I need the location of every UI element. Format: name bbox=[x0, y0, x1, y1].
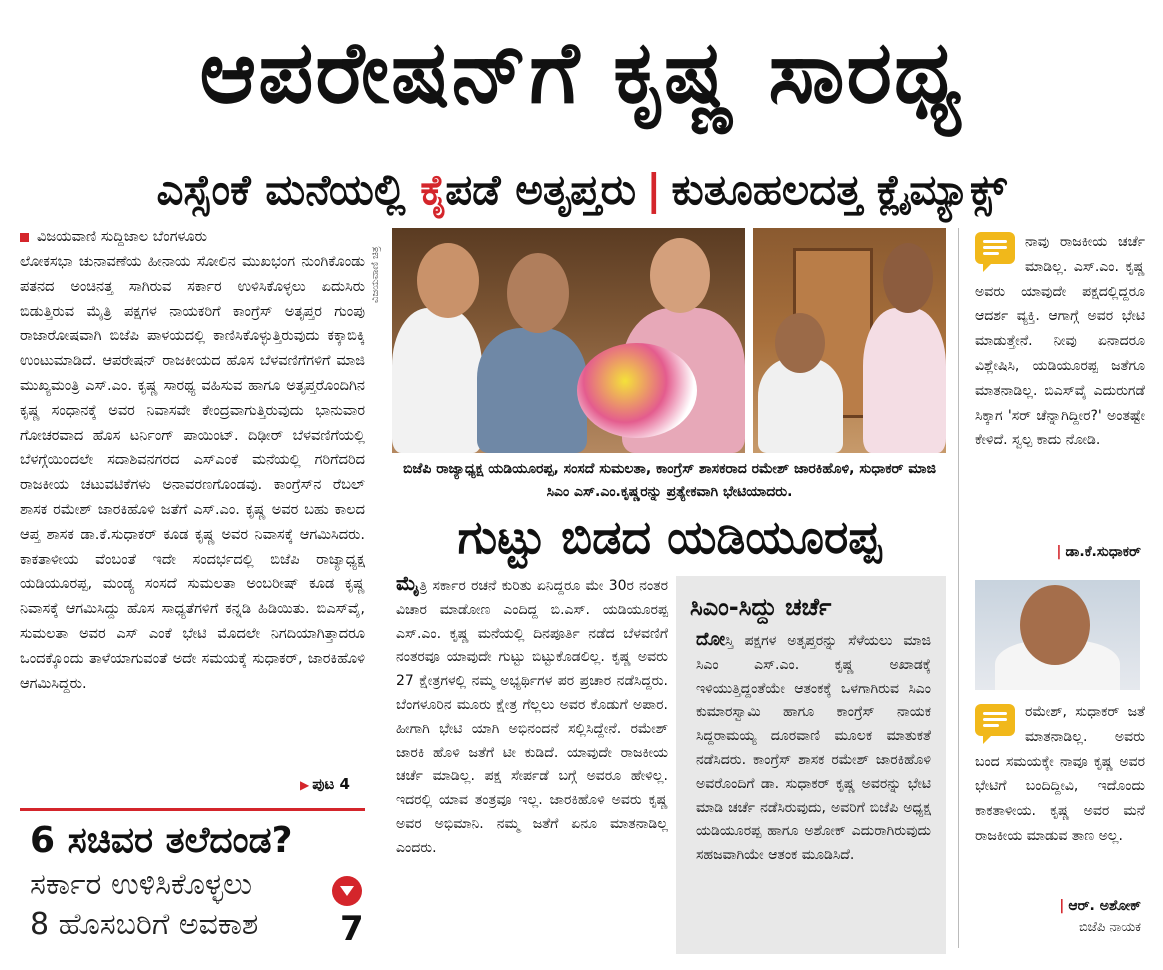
main-headline: ಆಪರೇಷನ್‌ಗೆ ಕೃಷ್ಣ ಸಾರಥ್ಯ bbox=[199, 23, 964, 123]
main-story-text: ಲೋಕಸಭಾ ಚುನಾವಣೆಯ ಹೀನಾಯ ಸೋಲಿನ ಮುಖಭಂಗ ನುಂಗಿಕೊಂಡು ಪತನದ ಅಂಚಿನತ್ತ ಸಾಗಿರುವ ಸರ್ಕಾರ ಉಳಿಸಿಕೊಳ್ಳಲು ಏದುಸಿರು ಬಿಡುತ್ತಿರುವ ಮೈತ್ರಿ ಪಕ್ಷಗಳ ನಾಯಕರಿಗೆ ಕಾಂಗ್ರೆಸ್ ಅತೃಪ್ತರ ಗುಂಪು ರಾಜಾರೋಷವಾಗಿ ಬಿಜೆಪಿ ಪಾಳಯದಲ್ಲಿ ಕಾಣಿಸಿಕೊಳ್ಳುತ್ತಿರುವುದು ಕಕ್ಕಾಬಿಕ್ಕಿ ಉಂಟುಮಾಡಿದೆ. ಆಪರೇಷನ್ ರಾಜಕೀಯದ ಹೊಸ ಬೆಳವಣಿಗೆಗಳಿಗೆ ಮಾಜಿ ಮುಖ್ಯಮಂತ್ರಿ ಎಸ್.ಎಂ. ಕೃಷ್ಣ ಸಾರಥ್ಯ ವಹಿಸುವ ಹಾಗೂ ಅತೃಪ್ತರೊಂದಿಗಿನ ಕೃಷ್ಣ ಸಂಧಾನಕ್ಕೆ ಅವರ ನಿವಾಸವೇ ಕೇಂದ್ರವಾಗುತ್ತಿರುವುದು ಭಾನುವಾರ ಗೋಚರವಾದ ಹೊಸ ಟರ್ನಿಂಗ್ ಪಾಯಿಂಟ್. ದಿಢೀರ್ ಬೆಳವಣಿಗೆಯಲ್ಲಿ ಬೆಳಗ್ಗೆಯಿಂದಲೇ ಸದಾಶಿವನಗರದ ಎಸ್‌ಎಂಕೆ ಮನೆಯಲ್ಲಿ ಗರಿಗೆದರಿದ ರಾಜಕೀಯ ಚಟುವಟಿಕೆಗಳು ಅನಾವರಣಗೊಂಡವು. ಕಾಂಗ್ರೆಸ್‌ನ ರೆಬಲ್ ಶಾಸಕ ರಮೇಶ್ ಜಾರಕಿಹೊಳಿ ಜತೆಗೆ ಎಸ್.ಎಂ. ಕೃಷ್ಣ ಅವರ ಬಹು ಕಾಲದ ಆಪ್ತ ಶಾಸಕ ಡಾ.ಕೆ.ಸುಧಾಕರ್ ಕೂಡ ಕೃಷ್ಣ ಅವರ ನಿವಾಸಕ್ಕೆ ಆಗಮಿಸಿದರು. ಕಾಕತಾಳೀಯ ವೆಂಬಂತೆ ಇದೇ ಸಂದರ್ಭದಲ್ಲಿ ಬಿಜೆಪಿ ರಾಜ್ಯಾಧ್ಯಕ್ಷ ಯಡಿಯೂರಪ್ಪ, ಮಂಡ್ಯ ಸಂಸದೆ ಸುಮಲತಾ ಅಂಬರೀಷ್ ಕೂಡ ಕೃಷ್ಣ ನಿವಾಸಕ್ಕೆ ಆಗಮಿಸಿದ್ದು ಹೊಸ ಸಾಧ್ಯತೆಗಳಿಗೆ ಕನ್ನಡಿ ಹಿಡಿಯಿತು. ಬಿಎಸ್‌ವೈ, ಸುಮಲತಾ ಅವರ ಎಸ್ ಎಂಕೆ ಭೇಟಿ ಮೊದಲೇ ನಿಗದಿಯಾಗಿತ್ತಾದರೂ ಒಂದಕ್ಕೊಂದು ತಾಳೆಯಾಗುವಂತೆ ಅದೇ ಸಮಯಕ್ಕೆ ಸುಧಾಕರ್, ಜಾರಕಿಹೊಳಿ ಆಗಮಿಸಿದ್ದರು. bbox=[20, 254, 365, 692]
photo-meeting-yeddyurappa-krishna-sumalatha bbox=[392, 228, 745, 453]
person-head bbox=[417, 243, 479, 318]
person-head bbox=[775, 313, 825, 373]
photo-ashok-portrait bbox=[975, 580, 1140, 690]
person-figure bbox=[392, 308, 482, 453]
quote-sudhakar-author: | ಡಾ.ಕೆ.ಸುಧಾಕರ್ bbox=[1056, 544, 1141, 560]
page-pointer-icon bbox=[332, 876, 362, 906]
continued-label: ಪುಟ 4 bbox=[312, 775, 350, 793]
story2-text: ತ್ರಿ ಸರ್ಕಾರ ರಚನೆ ಕುರಿತು ಏನಿದ್ದರೂ ಮೇ 30ರ ನಂತರ ವಿಚಾರ ಮಾಡೋಣ ಎಂದಿದ್ದ ಬಿ.ಎಸ್. ಯಡಿಯೂರಪ್ಪ ಎಸ್.ಎಂ. ಕೃಷ್ಣ ಮನೆಯಲ್ಲಿ ದಿನಪೂರ್ತಿ ನಡೆದ ಬೆಳವಣಿಗೆ ನಂತರವೂ ಯಾವುದೇ ಗುಟ್ಟು ಬಿಟ್ಟುಕೊಡಲಿಲ್ಲ. ಕೃಷ್ಣ ಅವರು 27 ಕ್ಷೇತ್ರಗಳಲ್ಲಿ ನಮ್ಮ ಅಭ್ಯರ್ಥಿಗಳ ಪರ ಪ್ರಚಾರ ನಡೆಸಿದ್ದರು. ಬೆಂಗಳೂರಿನ ಮೂರು ಕ್ಷೇತ್ರ ಗೆಲ್ಲಲು ಅವರ ಕೊಡುಗೆ ಅಪಾರ. ಹೀಗಾಗಿ ಭೇಟಿ ಯಾಗಿ ಅಭಿನಂದನೆ ಸಲ್ಲಿಸಿದ್ದೇನೆ. ರಮೇಶ್ ಜಾರಕಿ ಹೊಳಿ ಜತೆಗೆ ಟೀ ಕುಡಿದೆ. ಯಾವುದೇ ರಾಜಕೀಯ ಚರ್ಚೆ ಮಾಡಿಲ್ಲ. ಪಕ್ಷ ಸೇರ್ಪಡೆ ಬಗ್ಗೆ ಅವರೂ ಹೇಳಿಲ್ಲ. ಇದರಲ್ಲಿ ಯಾವ ತಂತ್ರವೂ ಇಲ್ಲ. ಜಾರಕಿಹೊಳಿ ಅವರು ಕೃಷ್ಣ ಅವರ ಅಭಿಮಾನಿ. ನಮ್ಮ ಜತೆಗೆ ಏನೂ ಮಾತನಾಡಿಲ್ಲ ಎಂದರು. bbox=[396, 578, 668, 856]
flower-bouquet bbox=[577, 343, 697, 438]
story2-dropcap: ಮೈ bbox=[396, 571, 420, 595]
photo-credit: ವಿಜಯವಾಣಿ ಚಿತ್ರ bbox=[370, 246, 381, 304]
sub-headline-red: ಕೈ bbox=[420, 165, 446, 214]
ministers-box-line1: ಸರ್ಕಾರ ಉಳಿಸಿಕೊಳ್ಳಲು bbox=[30, 867, 253, 902]
cm-box-body bbox=[696, 628, 931, 868]
ministers-box-line2: 8 ಹೊಸಬರಿಗೆ ಅವಕಾಶ bbox=[30, 907, 259, 942]
story2-headline: ಗುಟ್ಟು ಬಿಡದ ಯಡಿಯೂರಪ್ಪ bbox=[457, 510, 882, 564]
ministers-box-page: 7 bbox=[340, 909, 364, 949]
quote-bubble-icon bbox=[975, 232, 1015, 264]
person-head bbox=[1020, 585, 1090, 665]
byline bbox=[20, 228, 207, 246]
person-head bbox=[650, 238, 710, 313]
column-rule bbox=[958, 228, 959, 948]
cm-siddu-box bbox=[676, 576, 946, 954]
sub-headline bbox=[0, 160, 1163, 220]
quote-ashok-author-name: ಆರ್. ಅಶೋಕ್ bbox=[1068, 898, 1141, 914]
person-figure bbox=[477, 328, 587, 453]
ministers-box-title: 6 ಸಚಿವರ ತಲೆದಂಡ? bbox=[30, 820, 293, 861]
byline-text: ವಿಜಯವಾಣಿ ಸುದ್ದಿಜಾಲ ಬೆಂಗಳೂರು bbox=[37, 229, 207, 245]
divider bbox=[20, 808, 365, 811]
cm-box-title: ಸಿಎಂ-ಸಿದ್ದು ಚರ್ಚೆ bbox=[690, 593, 832, 621]
quote-sudhakar-author-name: ಡಾ.ಕೆ.ಸುಧಾಕರ್ bbox=[1065, 544, 1141, 560]
quote-ashok-role: ಬಿಜೆಪಿ ನಾಯಕ bbox=[1078, 920, 1141, 935]
main-story-body bbox=[20, 250, 365, 800]
story2-body bbox=[396, 572, 668, 952]
sub-headline-part-b: ಪಡೆ ಅತೃಪ್ತರು bbox=[445, 165, 637, 214]
continued-link[interactable] bbox=[300, 775, 350, 793]
photo-jarkiholi-sudhakar bbox=[753, 228, 946, 453]
byline-square-icon bbox=[20, 233, 29, 242]
ministers-box[interactable] bbox=[20, 818, 365, 948]
quote-ashok-text: ರಮೇಶ್, ಸುಧಾಕರ್ ಜತೆ ಮಾತನಾಡಿಲ್ಲ. ಅವರು ಬಂದ ಸಮಯಕ್ಕೇ ನಾವೂ ಕೃಷ್ಣ ಅವರ ಭೇಟಿಗೆ ಬಂದಿದ್ದೀವಿ, ಇದೊಂದು ಕಾಕತಾಳೀಯ. ಕೃಷ್ಣ ಅವರ ಮನೆ ರಾಜಕೀಯ ಮಾಡುವ ತಾಣ ಅಲ್ಲ. bbox=[975, 704, 1145, 844]
photo-caption: ಬಿಜೆಪಿ ರಾಜ್ಯಾಧ್ಯಕ್ಷ ಯಡಿಯೂರಪ್ಪ, ಸಂಸದೆ ಸುಮಲತಾ, ಕಾಂಗ್ರೆಸ್ ಶಾಸಕರಾದ ರಮೇಶ್ ಜಾರಕಿಹೊಳಿ, ಸುಧಾಕರ್ ಮಾಜಿ ಸಿಎಂ ಎಸ್.ಎಂ.ಕೃಷ್ಣರನ್ನು ಪ್ರತ್ಯೇಕವಾಗಿ ಭೇಟಿಯಾದರು. bbox=[402, 461, 937, 500]
quote-ashok bbox=[975, 700, 1145, 849]
sub-headline-part-a: ಎಸ್ಸೆಂಕೆ ಮನೆಯಲ್ಲಿ bbox=[156, 165, 421, 214]
person-figure bbox=[863, 308, 946, 453]
cm-box-lead: ದೋ bbox=[696, 629, 726, 650]
cm-box-text: ಸ್ತಿ ಪಕ್ಷಗಳ ಅತೃಪ್ತರನ್ನು ಸೆಳೆಯಲು ಮಾಜಿ ಸಿಎಂ ಎಸ್.ಎಂ. ಕೃಷ್ಣ ಅಖಾಡಕ್ಕೆ ಇಳಿಯುತ್ತಿದ್ದಂತೆಯೇ ಆತಂಕಕ್ಕೆ ಒಳಗಾಗಿರುವ ಸಿಎಂ ಕುಮಾರಸ್ವಾಮಿ ಹಾಗೂ ಕಾಂಗ್ರೆಸ್ ನಾಯಕ ಸಿದ್ದರಾಮಯ್ಯ ದೂರವಾಣಿ ಮೂಲಕ ಮಾತುಕತೆ ನಡೆಸಿದರು. ಕಾಂಗ್ರೆಸ್ ಶಾಸಕ ರಮೇಶ್ ಜಾರಕಿಹೊಳಿ ಅವರೊಂದಿಗೆ ಡಾ. ಸುಧಾಕರ್ ಕೃಷ್ಣ ಅವರನ್ನು ಭೇಟಿ ಮಾಡಿ ಚರ್ಚೆ ನಡೆಸಿರುವುದು, ಅವರಿಗೆ ಬಿಜೆಪಿ ಅಧ್ಯಕ್ಷ ಯಡಿಯೂರಪ್ಪ ಹಾಗೂ ಅಶೋಕ್ ಎದುರಾಗಿರುವುದು ಸಹಜವಾಗಿಯೇ ಆತಂಕ ಮೂಡಿಸಿದೆ. bbox=[696, 633, 931, 864]
quote-sudhakar-text: ನಾವು ರಾಜಕೀಯ ಚರ್ಚೆ ಮಾಡಿಲ್ಲ. ಎಸ್.ಎಂ. ಕೃಷ್ಣ ಅವರು ಯಾವುದೇ ಪಕ್ಷದಲ್ಲಿದ್ದರೂ ಆದರ್ಶ ವ್ಯಕ್ತಿ. ಆಗಾಗ್ಗೆ ಅವರ ಭೇಟಿ ಮಾಡುತ್ತೇನೆ. ನೀವು ಏನಾದರೂ ವಿಶ್ಲೇಷಿಸಿ, ಯಡಿಯೂರಪ್ಪ ಜತೆಗೂ ಮಾತನಾಡಿಲ್ಲ. ಬಿಎಸ್‌ವೈ ಎದುರುಗಡೆ ಸಿಕ್ಕಾಗ 'ಸರ್ ಚೆನ್ನಾಗಿದ್ದೀರ?' ಅಂತಷ್ಟೇ ಕೇಳಿದೆ. ಸ್ವಲ್ಪ ಕಾದು ನೋಡಿ. bbox=[975, 234, 1145, 449]
person-head bbox=[507, 253, 569, 333]
quote-sudhakar bbox=[975, 230, 1145, 453]
sub-headline-part-c: ಕುತೂಹಲದತ್ತ ಕ್ಲೈಮ್ಯಾಕ್ಸ್ bbox=[671, 165, 1007, 214]
quote-bubble-icon bbox=[975, 704, 1015, 736]
person-head bbox=[883, 243, 933, 313]
sub-headline-separator: | bbox=[646, 165, 662, 214]
quote-ashok-author: | ಆರ್. ಅಶೋಕ್ bbox=[1059, 898, 1141, 914]
continue-arrow-icon: ▶ bbox=[300, 778, 310, 792]
headline-block bbox=[0, 0, 1163, 160]
